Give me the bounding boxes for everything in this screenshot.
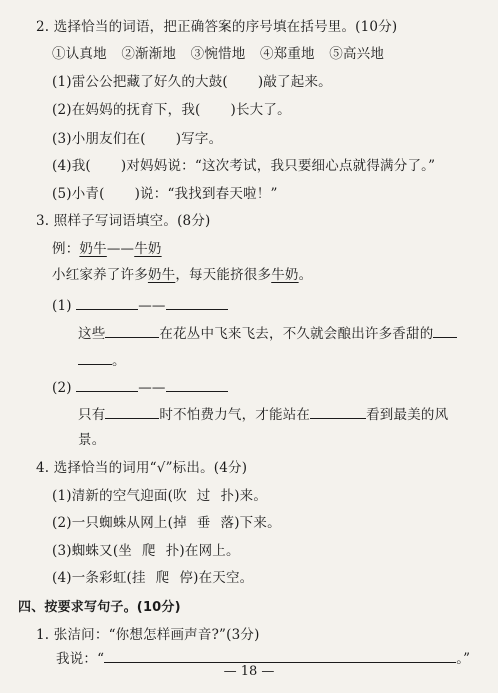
q4-item-1 — [52, 487, 267, 505]
q3-example-dash: —— — [106, 241, 135, 257]
q4-choice[interactable]: 爬 — [142, 543, 156, 559]
q2-item-5-post: )说：“我找到春天啦！” — [134, 186, 278, 202]
fill-blank[interactable] — [105, 404, 159, 419]
word-blank[interactable] — [166, 377, 228, 392]
q4-item-3 — [52, 542, 240, 560]
q4-choice[interactable]: 停 — [179, 570, 194, 586]
q3-item-1-header — [52, 295, 228, 315]
q2-item-2 — [52, 101, 291, 119]
q2-item-3-post: )写字。 — [175, 131, 223, 147]
word-blank[interactable] — [76, 295, 138, 310]
q3-example-word-b: 牛奶 — [134, 241, 162, 257]
answer-label: 我说：“ — [56, 651, 105, 667]
q3-item-1-text-c: 。 — [112, 353, 126, 369]
q3-item-2-text-b: 时不怕费力气，才能站在 — [159, 407, 311, 423]
q4-item-3-post: )在网上。 — [179, 543, 240, 559]
q2-option-2: ②渐渐地 — [121, 46, 177, 62]
q2-item-1-post: )敲了起来。 — [257, 74, 332, 90]
q2-item-5-pre: (5)小青( — [52, 186, 105, 202]
q3-item-2-text-a: 只有 — [78, 407, 106, 423]
q3-item-2-text-c: 看到最美的风 — [366, 407, 449, 423]
word-blank[interactable] — [76, 377, 138, 392]
q4-choice[interactable]: 落 — [220, 515, 235, 531]
answer-line[interactable] — [104, 648, 456, 663]
q3-item-2-line-2: 景。 — [78, 432, 106, 448]
q3-item-1-text-a: 这些 — [78, 326, 106, 342]
word-blank[interactable] — [166, 295, 228, 310]
fill-blank[interactable] — [78, 350, 112, 365]
q3-title: 3. 照样子写词语填空。(8分) — [36, 213, 211, 229]
q4-item-4 — [52, 569, 253, 587]
q3-item-2-header — [52, 377, 228, 397]
section-4-q1-title: 1. 张洁问：“你想怎样画声音?”(3分) — [36, 627, 260, 643]
q2-item-3 — [52, 130, 222, 148]
q4-item-3-pre: (3)蜘蛛又(坐 — [52, 543, 132, 559]
q4-choice[interactable]: 过 — [196, 488, 211, 504]
q2-item-3-pre: (3)小朋友们在( — [52, 131, 146, 147]
q3-item-2-line — [78, 404, 448, 424]
q3-item-1-line — [78, 323, 457, 343]
q3-sentence-word-2: 牛奶 — [271, 267, 299, 283]
q2-item-4 — [52, 157, 435, 175]
q4-item-2 — [52, 514, 281, 532]
q3-sentence-mid: ，每天能挤很多 — [175, 267, 272, 283]
q4-choice[interactable]: 爬 — [155, 570, 170, 586]
answer-end: 。” — [456, 651, 471, 667]
q4-item-2-pre: (2)一只蜘蛛从网上(掉 — [52, 515, 187, 531]
q2-title: 2. 选择恰当的词语，把正确答案的序号填在括号里。(10分) — [36, 19, 398, 35]
q3-item-2-number: (2) — [52, 380, 72, 396]
q3-example-word-a: 奶牛 — [79, 241, 107, 257]
q2-option-3: ③惋惜地 — [190, 46, 246, 62]
q4-choice[interactable]: 扑 — [220, 488, 235, 504]
q2-item-4-post: )对妈妈说：“这次考试，我只要细心点就得满分了。” — [120, 158, 436, 174]
q2-item-2-pre: (2)在妈妈的抚育下，我( — [52, 102, 201, 118]
q4-title: 4. 选择恰当的词用“√”标出。(4分) — [36, 460, 248, 476]
q2-item-4-pre: (4)我( — [52, 158, 91, 174]
q2-option-5: ⑤高兴地 — [329, 46, 385, 62]
q4-item-1-pre: (1)清新的空气迎面(吹 — [52, 488, 187, 504]
q3-item-1-number: (1) — [52, 298, 72, 314]
q3-item-1-dash: —— — [138, 298, 166, 314]
q4-item-1-post: )来。 — [234, 488, 268, 504]
page-number: — 18 — — [223, 664, 275, 679]
q4-item-4-post: )在天空。 — [193, 570, 254, 586]
q3-sentence-pre: 小红家养了许多 — [52, 267, 148, 283]
q3-sentence-word-1: 奶牛 — [147, 267, 176, 283]
q2-item-5 — [52, 185, 278, 203]
q2-item-2-post: )长大了。 — [230, 102, 291, 118]
fill-blank[interactable] — [105, 323, 159, 338]
q3-item-1-text-b: 在花丛中飞来飞去，不久就会酿出许多香甜的 — [159, 326, 434, 342]
q4-item-4-pre: (4)一条彩虹(挂 — [52, 570, 146, 586]
q2-item-1 — [52, 73, 332, 91]
q3-item-1-line-2 — [78, 350, 126, 370]
q4-choice[interactable]: 垂 — [196, 515, 211, 531]
fill-blank[interactable] — [433, 323, 457, 338]
q4-choice[interactable]: 扑 — [165, 543, 180, 559]
q2-item-1-pre: (1)雷公公把藏了好久的大鼓( — [52, 74, 228, 90]
q3-sentence-end: 。 — [298, 267, 313, 283]
q3-example — [52, 240, 162, 258]
q2-option-1: ①认真地 — [52, 46, 107, 62]
q3-item-2-dash: —— — [138, 380, 166, 396]
q2-options — [52, 45, 384, 63]
section-4-title: 四、按要求写句子。(10分) — [18, 600, 181, 615]
q4-item-2-post: )下来。 — [234, 515, 281, 531]
q3-example-label: 例： — [52, 241, 80, 257]
q3-example-sentence — [52, 266, 312, 284]
fill-blank[interactable] — [310, 404, 366, 419]
q2-option-4: ④郑重地 — [259, 46, 315, 62]
